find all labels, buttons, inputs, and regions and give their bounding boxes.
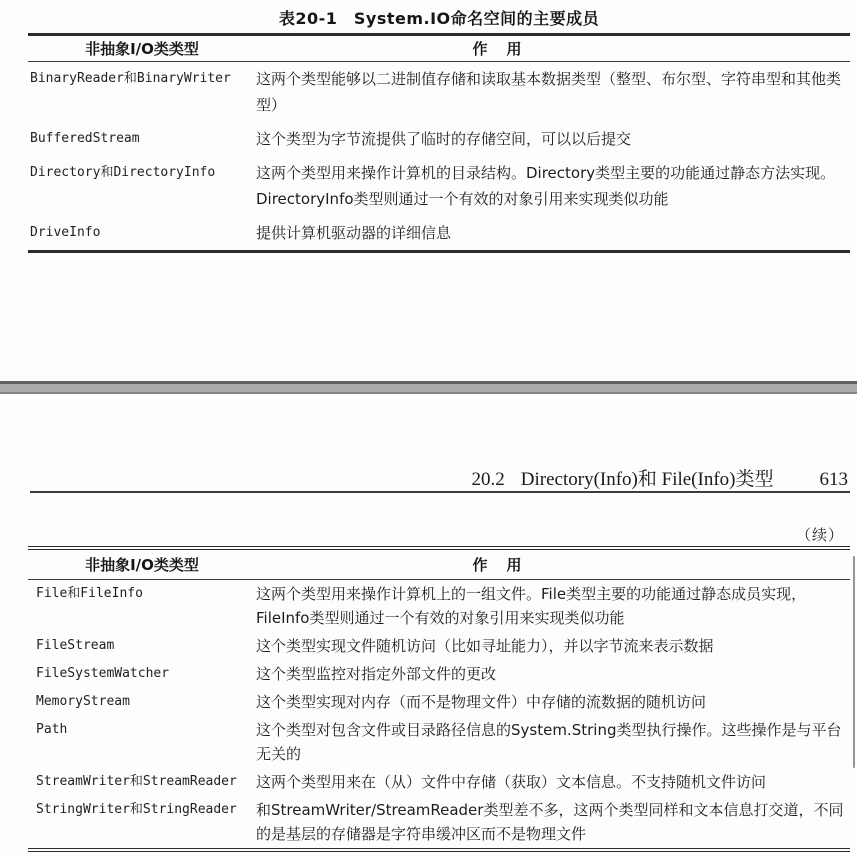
purpose-cell: 提供计算机驱动器的详细信息 xyxy=(256,224,452,242)
type-name-cell: File和FileInfo xyxy=(36,586,143,601)
table-row xyxy=(28,216,850,250)
purpose-cell: 这个类型实现对内存（而不是物理文件）中存储的流数据的随机访问 xyxy=(256,693,707,711)
table-row xyxy=(28,580,850,632)
table-row xyxy=(28,688,850,716)
table-body xyxy=(28,580,850,852)
column-header-purpose: 作 用 xyxy=(472,40,524,58)
column-header-purpose: 作 用 xyxy=(472,556,524,574)
type-name-cell: MemoryStream xyxy=(36,694,130,709)
running-header xyxy=(30,464,850,493)
type-name-cell: DriveInfo xyxy=(30,225,101,240)
page-number: 613 xyxy=(819,469,848,490)
table-row xyxy=(28,768,850,796)
section-number: 20.2 xyxy=(471,469,505,490)
purpose-cell: 这个类型实现文件随机访问（比如寻址能力），并以字节流来表示数据 xyxy=(256,637,714,655)
table-header-row xyxy=(28,550,850,580)
column-header-type: 非抽象I/O类类型 xyxy=(85,40,199,58)
purpose-cell: 这个类型为字节流提供了临时的存储空间，可以以后提交 xyxy=(256,130,632,148)
type-name-cell: StreamWriter和StreamReader xyxy=(36,774,237,789)
table-row xyxy=(28,156,850,216)
table-header-row xyxy=(28,36,850,62)
system-io-members-table-part2 xyxy=(28,546,850,852)
page-divider xyxy=(0,381,857,394)
purpose-cell: 这个类型对包含文件或目录路径信息的System.String类型执行操作。这些操作是与平台无关的 xyxy=(256,721,842,763)
column-header-type: 非抽象I/O类类型 xyxy=(85,556,199,574)
purpose-cell: 这两个类型用来操作计算机上的一组文件。File类型主要的功能通过静态成员实现，FileInfo类型则通过一个有效的对象引用来实现类似功能 xyxy=(256,585,807,627)
system-io-members-table-part1 xyxy=(28,33,850,253)
purpose-cell: 这个类型监控对指定外部文件的更改 xyxy=(256,665,497,683)
type-name-cell: StringWriter和StringReader xyxy=(36,802,237,817)
table-row xyxy=(28,122,850,156)
table-row xyxy=(28,632,850,660)
type-name-cell: FileStream xyxy=(36,638,115,653)
purpose-cell: 这两个类型能够以二进制值存储和读取基本数据类型（整型、布尔型、字符串型和其他类型） xyxy=(256,70,842,114)
table-row xyxy=(28,796,850,848)
table-row xyxy=(28,716,850,768)
type-name-cell: FileSystemWatcher xyxy=(36,666,170,681)
table-row xyxy=(28,660,850,688)
purpose-cell: 这两个类型用来操作计算机的目录结构。Directory类型主要的功能通过静态方法实现。DirectoryInfo类型则通过一个有效的对象引用来实现类似功能 xyxy=(256,164,836,208)
purpose-cell: 和StreamWriter/StreamReader类型差不多，这两个类型同样和文本信息打交道，不同的是基层的存储器是字符串缓冲区而不是物理文件 xyxy=(256,801,844,843)
scan-edge-artifact xyxy=(853,556,855,768)
table-caption: 表20-1 System.IO命名空间的主要成员 xyxy=(278,9,600,28)
table-continued-label: （续） xyxy=(795,526,844,544)
purpose-cell: 这两个类型用来在（从）文件中存储（获取）文本信息。不支持随机文件访问 xyxy=(256,773,767,791)
type-name-cell: Path xyxy=(36,722,68,737)
section-title: Directory(Info)和 File(Info)类型 xyxy=(520,469,774,490)
type-name-cell: BinaryReader和BinaryWriter xyxy=(30,71,231,86)
table-body xyxy=(28,62,850,253)
table-row xyxy=(28,62,850,122)
type-name-cell: Directory和DirectoryInfo xyxy=(30,165,216,180)
type-name-cell: BufferedStream xyxy=(30,131,140,146)
